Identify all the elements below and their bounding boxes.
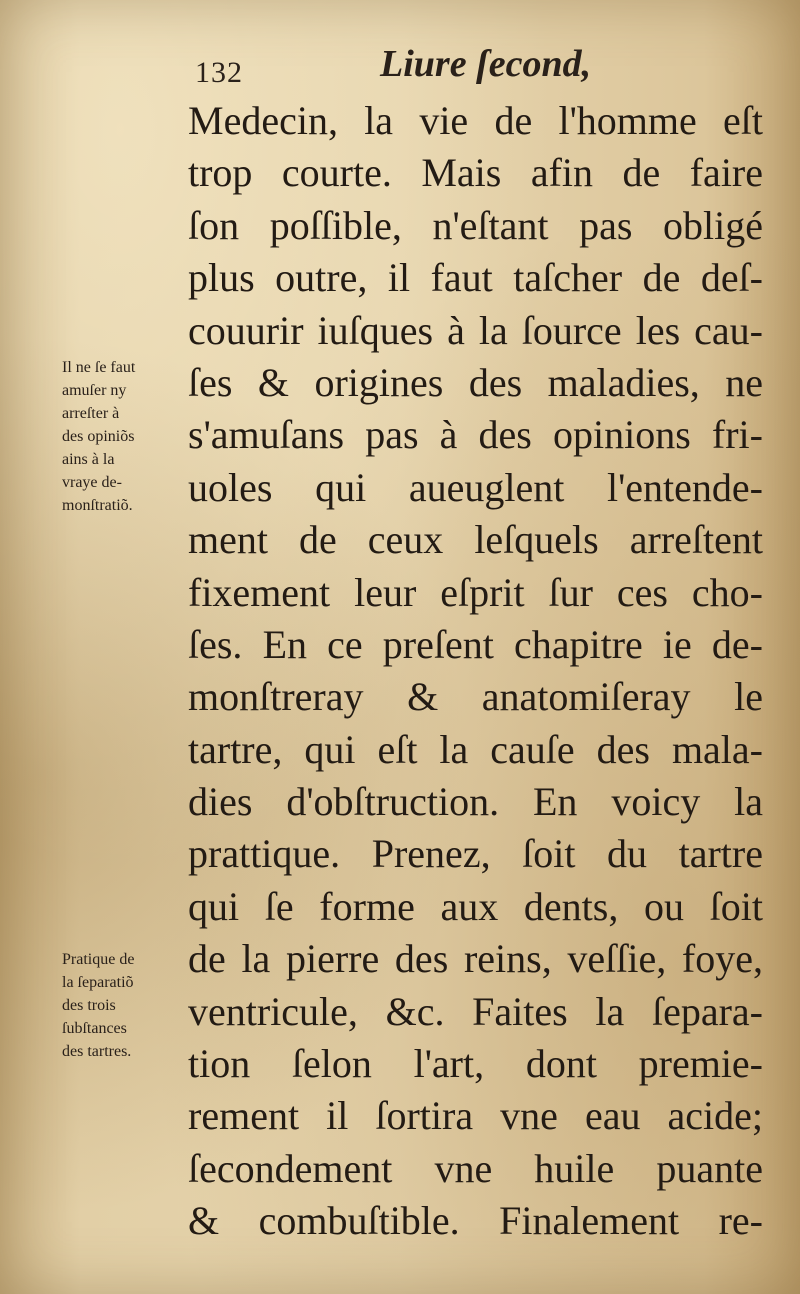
margin-note-line: monſtratiõ. (62, 497, 133, 514)
margin-note-line: des tartres. (62, 1043, 132, 1060)
text-line: fixement leur eſprit ſur ces cho- (188, 569, 763, 615)
running-head-title: Liure ſecond, (380, 43, 592, 85)
text-line: plus outre, il faut taſcher de deſ- (188, 255, 763, 301)
text-line: ſon poſſible, n'eſtant pas obligé (188, 202, 763, 248)
margin-note (62, 356, 182, 517)
margin-note-line: des opiniõs (62, 428, 135, 445)
text-line: qui ſe forme aux dents, ou ſoit (188, 883, 763, 929)
text-line: ment de ceux leſquels arreſtent (188, 517, 763, 563)
text-line: Medecin, la vie de l'homme eſt (188, 98, 763, 143)
margin-note-line: ſubſtances (62, 1020, 127, 1037)
margin-note-line: la ſeparatiõ (62, 974, 134, 991)
text-line: prattique. Prenez, ſoit du tartre (188, 831, 763, 877)
text-line: trop courte. Mais afin de faire (188, 150, 763, 196)
running-head (195, 42, 615, 92)
margin-note-line: Pratique de (62, 951, 135, 968)
main-text-block (188, 95, 763, 1248)
page-number: 132 (195, 56, 243, 89)
text-line: tion ſelon l'art, dont premie- (188, 1041, 763, 1087)
text-line: rement il ſortira vne eau acide; (188, 1093, 763, 1139)
margin-note-line: des trois (62, 997, 116, 1014)
text-line: uoles qui aueuglent l'entende- (188, 464, 763, 510)
text-line: ventricule, &c. Faites la ſepara- (188, 988, 763, 1034)
margin-note-line: vraye de- (62, 474, 122, 491)
margin-note-line: ains à la (62, 451, 115, 468)
margin-note-line: Il ne ſe faut (62, 359, 136, 376)
margin-note-line: arreſter à (62, 405, 120, 422)
text-line: ſecondement vne huile puante (188, 1145, 763, 1191)
text-line: monſtreray & anatomiſeray le (188, 674, 763, 720)
text-line: s'amuſans pas à des opinions fri- (188, 412, 763, 458)
margin-note-line: amuſer ny (62, 382, 127, 399)
text-line: & combuſtible. Finalement re- (188, 1198, 763, 1244)
text-line: ſes. En ce preſent chapitre ie de- (188, 621, 763, 667)
text-line: tartre, qui eſt la cauſe des mala- (188, 726, 763, 772)
text-line: de la pierre des reins, veſſie, foye, (188, 936, 763, 982)
text-line: dies d'obſtruction. En voicy la (188, 779, 763, 825)
text-line: ſes & origines des maladies, ne (188, 359, 763, 405)
margin-note (62, 948, 182, 1063)
text-line: couurir iuſques à la ſource les cau- (188, 307, 763, 353)
